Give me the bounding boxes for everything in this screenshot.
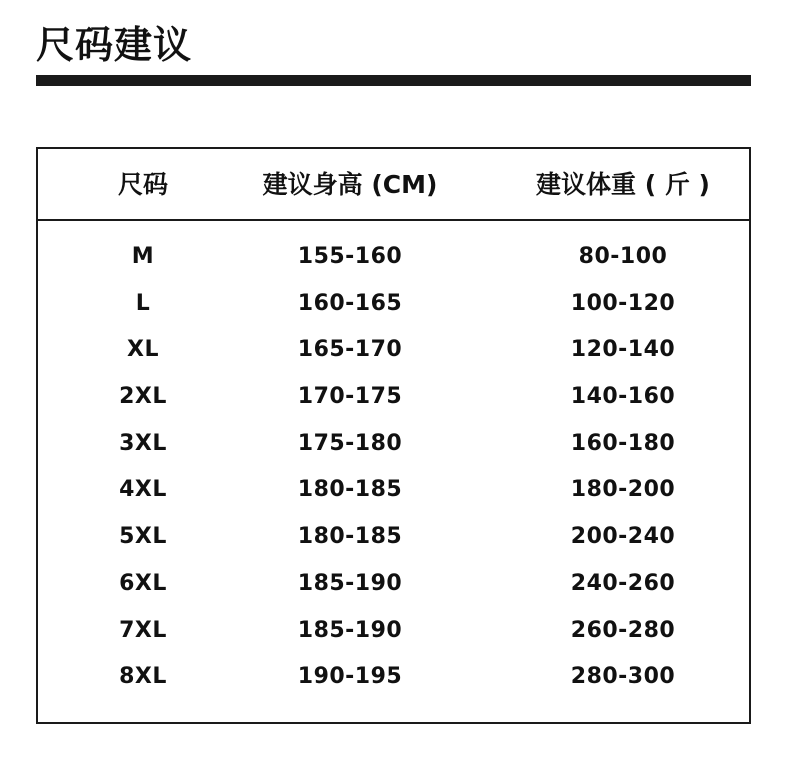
page-title: 尺码建议 bbox=[36, 23, 193, 67]
table-row bbox=[38, 421, 749, 468]
height-cell: 155-160 bbox=[297, 244, 403, 269]
size-cell: XL bbox=[127, 337, 159, 363]
size-cell: 6XL bbox=[119, 570, 167, 596]
weight-cell: 240-260 bbox=[570, 570, 676, 596]
weight-cell: 180-200 bbox=[570, 477, 676, 503]
size-cell: 3XL bbox=[119, 430, 167, 456]
header-height: 建议身高 (CM) bbox=[262, 170, 438, 199]
table-header bbox=[38, 149, 749, 221]
table-row bbox=[38, 561, 749, 608]
weight-cell: 160-180 bbox=[570, 430, 676, 456]
size-cell: L bbox=[135, 290, 151, 316]
weight-cell: 120-140 bbox=[570, 337, 676, 363]
table-row bbox=[38, 281, 749, 328]
weight-cell: 260-280 bbox=[570, 617, 676, 643]
table-row bbox=[38, 514, 749, 561]
height-cell: 190-195 bbox=[297, 664, 403, 690]
height-cell: 175-180 bbox=[297, 430, 403, 456]
table-row bbox=[38, 234, 749, 281]
table-body bbox=[38, 221, 749, 701]
weight-cell: 280-300 bbox=[570, 664, 676, 690]
weight-cell: 100-120 bbox=[570, 290, 676, 316]
table-row bbox=[38, 327, 749, 374]
height-cell: 160-165 bbox=[297, 290, 403, 316]
size-cell: M bbox=[131, 244, 155, 269]
table-row bbox=[38, 608, 749, 655]
title-underline-bar bbox=[36, 75, 751, 86]
height-cell: 185-190 bbox=[297, 570, 403, 596]
weight-cell: 140-160 bbox=[570, 384, 676, 410]
table-row bbox=[38, 467, 749, 514]
size-cell: 4XL bbox=[119, 477, 167, 503]
size-table bbox=[36, 147, 751, 724]
height-cell: 170-175 bbox=[297, 384, 403, 410]
height-cell: 165-170 bbox=[297, 337, 403, 363]
table-row bbox=[38, 654, 749, 701]
table-row bbox=[38, 374, 749, 421]
size-cell: 2XL bbox=[119, 384, 167, 410]
weight-cell: 200-240 bbox=[570, 524, 676, 550]
header-weight: 建议体重 ( 斤 ) bbox=[536, 170, 710, 199]
header-size: 尺码 bbox=[117, 170, 169, 199]
height-cell: 185-190 bbox=[297, 617, 403, 643]
size-cell: 5XL bbox=[119, 524, 167, 550]
weight-cell: 80-100 bbox=[578, 244, 668, 269]
size-cell: 8XL bbox=[119, 664, 167, 690]
height-cell: 180-185 bbox=[297, 524, 403, 550]
size-cell: 7XL bbox=[119, 617, 167, 643]
height-cell: 180-185 bbox=[297, 477, 403, 503]
